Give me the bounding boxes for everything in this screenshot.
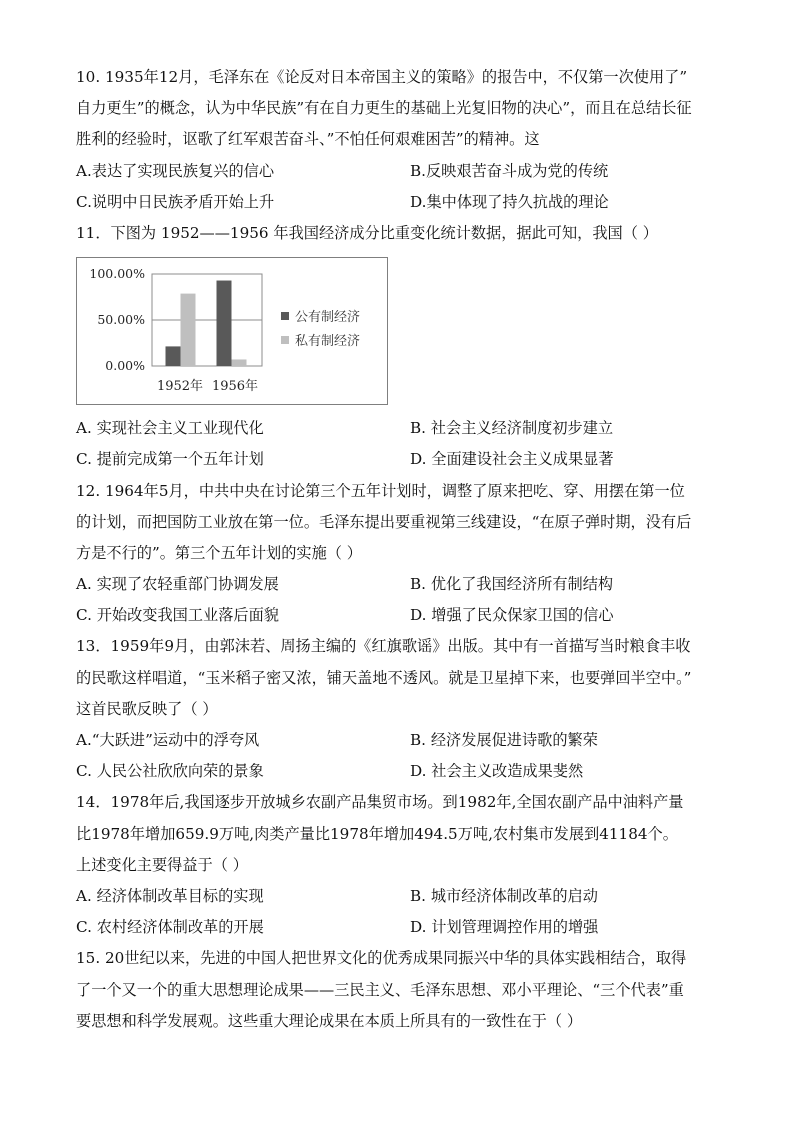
- question-10-line-1: 10. 1935年12月，毛泽东在《论反对日本帝国主义的策略》的报告中，不仅第一次使用了”: [76, 68, 688, 86]
- question-10-options-row-2: [76, 187, 726, 218]
- question-13-options-row-2: [76, 756, 726, 787]
- question-10-options-row-1: [76, 156, 726, 187]
- question-10-line-3: 胜利的经验时，讴歌了红军艰苦奋斗、”不怕任何艰难困苦”的精神。这: [76, 130, 540, 149]
- x-tick-label-1956: 1956年: [211, 379, 259, 395]
- question-13-options-row-1: [76, 725, 726, 756]
- question-10-option-d[interactable]: D.集中体现了持久抗战的理论: [410, 192, 609, 211]
- question-10: [76, 62, 726, 218]
- question-12-option-a[interactable]: A. 实现了农轻重部门协调发展: [76, 575, 279, 594]
- question-11-options-row-2: [76, 444, 726, 475]
- question-11-option-a[interactable]: A. 实现社会主义工业现代化: [76, 419, 264, 438]
- question-10-line-2: 自力更生”的概念，认为中华民族”有在自力更生的基础上光复旧物的决心”，而且在总结长征: [76, 99, 692, 118]
- exam-page: [76, 62, 726, 1037]
- question-13-line-1: 13．1959年9月，由郭沫若、周扬主编的《红旗歌谣》出版。其中有一首描写当时粮食丰收: [76, 637, 691, 656]
- question-10-option-a[interactable]: A.表达了实现民族复兴的信心: [76, 161, 275, 180]
- question-14-line-2: 比1978年增加659.9万吨,肉类产量比1978年增加494.5万吨,农村集市发展到41184个。: [76, 824, 678, 843]
- question-14-line-3: 上述变化主要得益于（ ）: [76, 855, 248, 874]
- y-tick-label-0: 0.00%: [105, 358, 145, 374]
- bar-public-1: [217, 281, 232, 366]
- question-10-option-b[interactable]: B.反映艰苦奋斗成为党的传统: [410, 161, 609, 180]
- question-11-option-d[interactable]: D. 全面建设社会主义成果显著: [410, 450, 614, 469]
- question-12-option-b[interactable]: B. 优化了我国经济所有制结构: [410, 575, 614, 594]
- economy-composition-chart: [76, 257, 388, 405]
- question-14-options-row-2: [76, 912, 726, 943]
- question-12-options-row-2: [76, 600, 726, 631]
- question-11-option-b[interactable]: B. 社会主义经济制度初步建立: [410, 419, 614, 438]
- question-12-line-2: 的计划，而把国防工业放在第一位。毛泽东提出要重视第三线建设，“在原子弹时期，没有后: [76, 512, 692, 531]
- question-14-options-row-1: [76, 881, 726, 912]
- question-11-options-row-1: [76, 413, 726, 444]
- legend-swatch-public: [281, 312, 289, 320]
- question-12: [76, 476, 726, 632]
- question-12-line-1: 12. 1964年5月，中共中央在讨论第三个五年计划时，调整了原来把吃、穿、用摆在第一位: [76, 481, 685, 500]
- question-13-option-a[interactable]: A.“大跃进”运动中的浮夸风: [76, 731, 260, 749]
- y-tick-label-50: 50.00%: [97, 312, 145, 328]
- chart-svg: [77, 258, 387, 404]
- question-12-options-row-1: [76, 569, 726, 600]
- question-13: [76, 631, 726, 787]
- bar-private-0: [181, 294, 196, 366]
- question-15-line-2: 了一个又一个的重大思想理论成果——三民主义、毛泽东思想、邓小平理论、“三个代表”重: [76, 980, 684, 999]
- question-14-option-d[interactable]: D. 计划管理调控作用的增强: [410, 918, 599, 937]
- question-15-line-3: 要思想和科学发展观。这些重大理论成果在本质上所具有的一致性在于（ ）: [76, 1011, 583, 1030]
- y-tick-label-100: 100.00%: [89, 266, 145, 282]
- legend-label-public: 公有制经济: [295, 310, 361, 326]
- question-14: [76, 787, 726, 943]
- question-12-line-3: 方是不行的”。第三个五年计划的实施（ ）: [76, 543, 362, 562]
- question-11-option-c[interactable]: C. 提前完成第一个五年计划: [76, 450, 264, 469]
- question-14-option-a[interactable]: A. 经济体制改革目标的实现: [76, 886, 264, 905]
- question-14-line-1: 14．1978年后,我国逐步开放城乡农副产品集贸市场。到1982年,全国农副产品中油料产量: [76, 793, 684, 812]
- legend-swatch-private: [281, 336, 289, 344]
- question-13-option-b[interactable]: B. 经济发展促进诗歌的繁荣: [410, 731, 598, 749]
- question-12-option-c[interactable]: C. 开始改变我国工业落后面貌: [76, 606, 279, 625]
- question-13-option-d[interactable]: D. 社会主义改造成果斐然: [410, 762, 584, 781]
- question-11-line-1: 11．下图为 1952——1956 年我国经济成分比重变化统计数据，据此可知，我国（ ）: [76, 223, 658, 242]
- question-10-option-c[interactable]: C.说明中日民族矛盾开始上升: [76, 192, 275, 211]
- x-tick-label-1952: 1952年: [156, 379, 204, 395]
- question-13-line-2: 的民歌这样唱道，“玉米稻子密又浓，铺天盖地不透风。就是卫星掉下来，也要弹回半空中。”: [76, 668, 692, 687]
- question-13-option-c[interactable]: C. 人民公社欣欣向荣的景象: [76, 762, 264, 781]
- legend-label-private: 私有制经济: [295, 334, 361, 350]
- bar-private-1: [232, 360, 247, 367]
- question-13-line-3: 这首民歌反映了（ ）: [76, 699, 218, 718]
- question-14-option-c[interactable]: C. 农村经济体制改革的开展: [76, 918, 264, 937]
- question-15: [76, 943, 726, 1037]
- question-11: [76, 218, 726, 476]
- question-15-line-1: 15. 20世纪以来，先进的中国人把世界文化的优秀成果同振兴中华的具体实践相结合，取得: [76, 949, 687, 968]
- bar-public-0: [166, 347, 181, 367]
- question-14-option-b[interactable]: B. 城市经济体制改革的启动: [410, 886, 598, 905]
- question-12-option-d[interactable]: D. 增强了民众保家卫国的信心: [410, 606, 614, 625]
